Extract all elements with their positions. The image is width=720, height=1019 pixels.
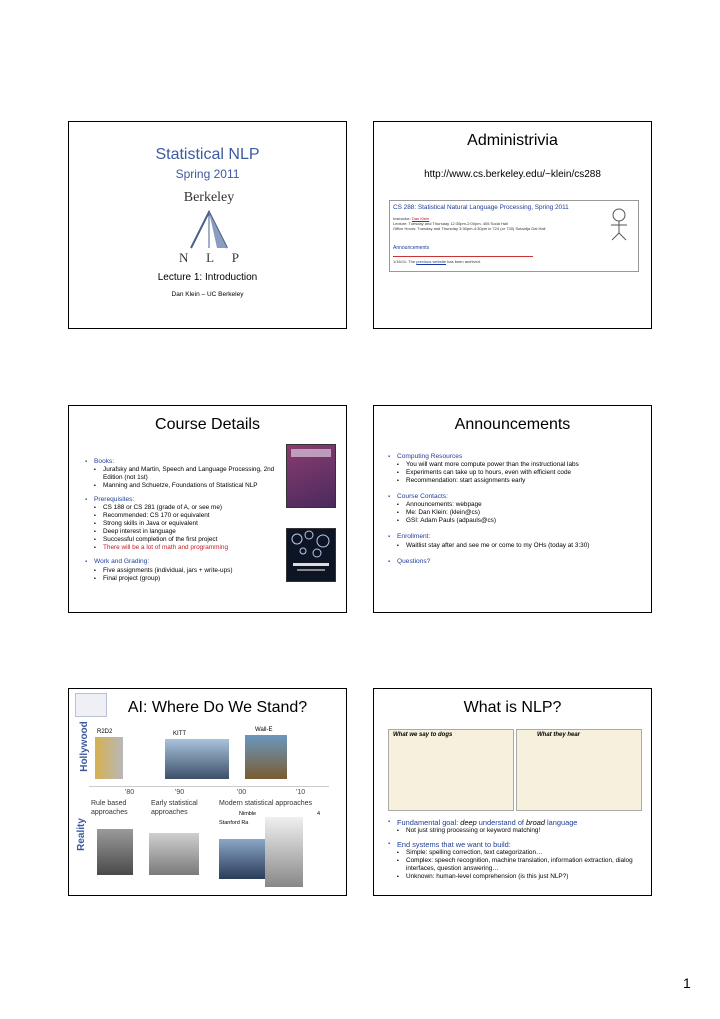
nlp-goal (388, 818, 646, 835)
berkeley-nlp-logo (169, 190, 249, 268)
goal-pre: Fundamental goal: (397, 818, 461, 827)
end-systems-heading: End systems that we want to build: (397, 840, 511, 849)
prereq-item: ▪ Strong skills in Java or equivalent (94, 520, 275, 528)
contacts-item: ▪ GSI: Adam Pauls (adpauls@cs) (397, 517, 646, 525)
end-item: ▪ Unknown: human-level comprehension (is this just NLP?) (397, 873, 646, 881)
website-heading: CS 288: Statistical Natural Language Processing, Spring 2011 (393, 204, 569, 211)
contacts-item: ▪ Announcements: webpage (397, 501, 646, 509)
cartoon-left (388, 729, 514, 811)
computing-item: ▪ Experiments can take up to hours, even with efficient code (397, 469, 646, 477)
end-item: ▪ Simple: spelling correction, text categorization… (397, 849, 646, 857)
cartoon-left-caption: What we say to dogs (393, 732, 453, 738)
computing-heading: Computing Resources (397, 453, 463, 460)
contacts-item: ▪ Me: Dan Klein: (klein@cs) (397, 509, 646, 517)
goal-broad: broad (526, 818, 545, 827)
enrollment-item: ▪ Waitlist stay after and see me or come to my OHs (today at 3:30) (397, 542, 646, 550)
prereq-item: ▪ Deep interest in language (94, 528, 275, 536)
robot-walle-label: Wall-E (255, 727, 273, 733)
year-10: '10 (296, 789, 306, 796)
stanford-label: Stanford Ra (219, 820, 249, 826)
cartoon-figure-icon (606, 207, 632, 241)
slide3-title: Course Details (155, 416, 260, 433)
robot-r2d2-label: R2D2 (97, 729, 113, 735)
logo-letter-p: P (231, 250, 239, 265)
cartoon-right (516, 729, 642, 811)
book-item: ▪ Jurafsky and Martin, Speech and Language Processing, 2nd Edition (not 1st) (94, 466, 275, 482)
bubbles-graphic (287, 529, 335, 581)
page-number: 1 (683, 975, 691, 991)
website-office: Office Hours: Tuesday and Thursday 3:30pm-4:30pm in 724 (or 730) Sutardja Dai Hall (393, 226, 546, 231)
end-item: ▪ Complex: speech recognition, machine translation, information extraction, dialog interfaces, question answering… (397, 857, 646, 873)
logo-letters (169, 250, 249, 266)
num4-label: 4 (317, 811, 321, 817)
slide1-title: Statistical NLP (155, 146, 260, 163)
logo-letter-n: N (179, 250, 189, 265)
slide1-author: Dan Klein – UC Berkeley (171, 291, 244, 298)
website-announcements: Announcements (393, 245, 430, 251)
book-item: ▪ Manning and Schuetze, Foundations of Statistical NLP (94, 482, 275, 490)
goal-deep: deep (460, 818, 477, 827)
logo-letter-l: L (206, 250, 215, 265)
reality-label: Reality (75, 818, 87, 851)
year-80: '80 (125, 789, 135, 796)
computing-item: ▪ You will want more compute power than the instructional labs (397, 461, 646, 469)
r2d2-image (95, 737, 123, 779)
goal-post: language (544, 818, 578, 827)
note-pre: The (408, 259, 416, 264)
goal-item: ▪ Not just string processing or keyword matching! (397, 827, 646, 835)
slide1-subtitle: Spring 2011 (175, 167, 240, 181)
robot-kitt-label: KITT (173, 731, 186, 737)
website-screenshot (389, 200, 639, 272)
approach-early-statistical: Early statistical approaches (151, 800, 198, 816)
instructor-link[interactable]: Dan Klein (411, 216, 430, 221)
note-post: has been archived. (447, 259, 481, 264)
prereq-item: ▪ Successful completion of the first project (94, 536, 275, 544)
timeline-line (89, 786, 329, 787)
website-info (393, 216, 545, 231)
instructor-label: Instructor: (393, 216, 411, 221)
slide-announcements (373, 405, 652, 613)
reality-robot-image (97, 829, 133, 875)
slide4-title: Announcements (454, 416, 571, 433)
website-lecture: Lecture: Tuesday and Thursday 12:30pm-2:00pm, 405 Soda Hall (393, 221, 508, 226)
work-item: ▪ Final project (group) (94, 575, 275, 583)
previous-website-link[interactable]: previous website (416, 259, 447, 264)
slide-course-details (68, 405, 347, 613)
slide6-title: What is NLP? (463, 699, 562, 716)
note-date: 1/16/11: (393, 259, 408, 264)
reality-humanoid-image (265, 817, 303, 887)
hollywood-label: Hollywood (78, 721, 90, 772)
prereq-item-math: ▪ There will be a lot of math and programming (94, 544, 275, 552)
slide1-lecture: Lecture 1: Introduction (157, 272, 258, 283)
year-90: '90 (175, 789, 185, 796)
contacts-heading: Course Contacts: (397, 493, 448, 501)
slide5-title: AI: Where Do We Stand? (127, 699, 308, 716)
approach-rule-based: Rule based approaches (91, 800, 128, 816)
slide-administrivia (373, 121, 652, 329)
enrollment-heading: Enrollment: (397, 533, 431, 541)
work-heading: Work and Grading: (94, 558, 150, 566)
logo-berkeley-text: Berkeley (183, 190, 235, 205)
prereq-item: ▪ Recommended: CS 170 or equivalent (94, 512, 275, 520)
slide2-title: Administrivia (467, 132, 558, 149)
walle-image (245, 735, 287, 779)
slide-title (68, 121, 347, 329)
work-item: ▪ Five assignments (individual, jars + write-ups) (94, 567, 275, 575)
books-heading: Books: (94, 458, 115, 465)
book-cover-manning (286, 528, 336, 582)
goal-mid: understand of (476, 818, 527, 827)
prereq-item: ▪ CS 188 or CS 281 (grade of A, or see me) (94, 504, 275, 512)
year-00: '00 (237, 789, 247, 796)
questions-heading: Questions? (397, 557, 431, 565)
kitt-image (165, 739, 229, 779)
slide-ai-where-we-stand (68, 688, 347, 896)
website-note (393, 259, 481, 264)
cartoon-right-caption: What they hear (537, 732, 581, 738)
nimble-label: Nimble (239, 811, 257, 817)
approach-modern-statistical: Modern statistical approaches (219, 800, 312, 807)
course-url[interactable]: http://www.cs.berkeley.edu/~klein/cs288 (424, 169, 601, 180)
computing-item: ▪ Recommendation: start assignments early (397, 477, 646, 485)
prereq-heading: Prerequisites: (94, 496, 135, 504)
slide-what-is-nlp (373, 688, 652, 896)
book-cover-jurafsky (286, 444, 336, 508)
reality-computer-image (149, 833, 199, 875)
